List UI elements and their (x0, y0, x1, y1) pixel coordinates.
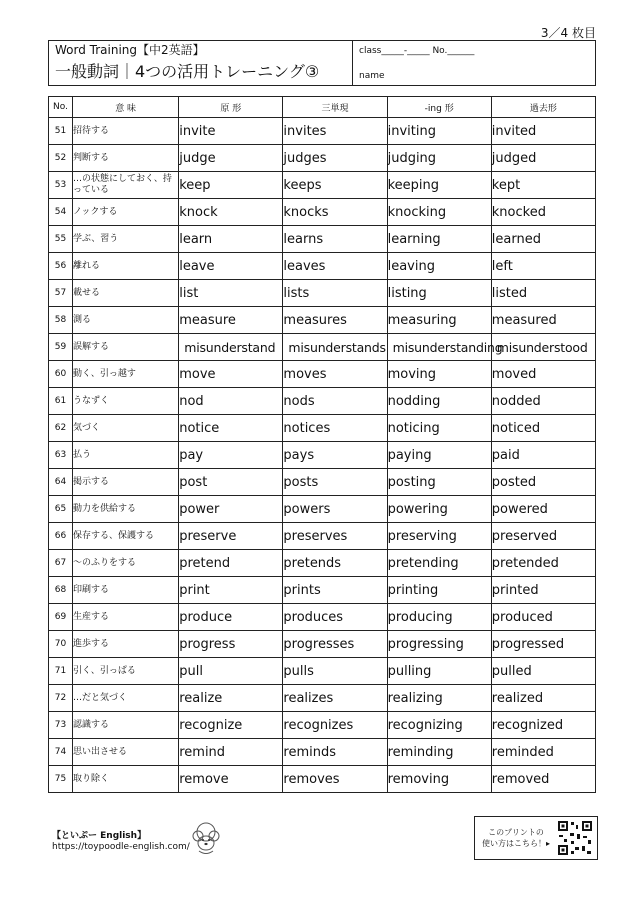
row-meaning: 学ぶ、習う (73, 226, 179, 253)
row-number: 73 (49, 712, 73, 739)
row-base-form: list (179, 280, 283, 307)
row-third-person-form: recognizes (283, 712, 387, 739)
row-past-form: paid (491, 442, 595, 469)
table-row (49, 604, 596, 631)
row-past-form: progressed (491, 631, 595, 658)
row-number: 74 (49, 739, 73, 766)
row-number: 60 (49, 361, 73, 388)
table-row (49, 361, 596, 388)
table-body (49, 118, 596, 793)
row-third-person-form: prints (283, 577, 387, 604)
row-meaning: 動力を供給する (73, 496, 179, 523)
row-third-person-form: keeps (283, 172, 387, 199)
row-base-form: judge (179, 145, 283, 172)
row-third-person-form: removes (283, 766, 387, 793)
table-row (49, 280, 596, 307)
row-number: 52 (49, 145, 73, 172)
row-ing-form: recognizing (387, 712, 491, 739)
row-ing-form: preserving (387, 523, 491, 550)
row-number: 71 (49, 658, 73, 685)
row-base-form: notice (179, 415, 283, 442)
row-number: 72 (49, 685, 73, 712)
table-row (49, 253, 596, 280)
row-past-form: reminded (491, 739, 595, 766)
row-past-form: recognized (491, 712, 595, 739)
row-third-person-form: learns (283, 226, 387, 253)
table-row (49, 334, 596, 361)
row-third-person-form: pulls (283, 658, 387, 685)
row-past-form: misunderstood (491, 334, 595, 361)
title-english: Word Training【中2英語】 (55, 43, 205, 57)
row-number: 64 (49, 469, 73, 496)
row-number: 53 (49, 172, 73, 199)
class-number-field: class_____-_____ No.______ (359, 46, 475, 56)
table-row (49, 307, 596, 334)
row-ing-form: moving (387, 361, 491, 388)
row-ing-form: reminding (387, 739, 491, 766)
table-row (49, 658, 596, 685)
table-row (49, 739, 596, 766)
row-ing-form: pulling (387, 658, 491, 685)
row-meaning: 離れる (73, 253, 179, 280)
poodle-icon (186, 818, 226, 858)
row-number: 65 (49, 496, 73, 523)
row-third-person-form: nods (283, 388, 387, 415)
name-label: name (359, 71, 385, 81)
row-ing-form: producing (387, 604, 491, 631)
row-base-form: measure (179, 307, 283, 334)
table-row (49, 118, 596, 145)
row-meaning: 気づく (73, 415, 179, 442)
verb-table (48, 96, 596, 793)
row-number: 55 (49, 226, 73, 253)
table-row (49, 226, 596, 253)
header-third-person: 三単現 (283, 97, 387, 118)
table-row (49, 766, 596, 793)
table-row (49, 577, 596, 604)
row-ing-form: printing (387, 577, 491, 604)
header-title-area (49, 41, 353, 85)
header-meaning: 意 味 (73, 97, 179, 118)
header-base-form: 原 形 (179, 97, 283, 118)
row-number: 62 (49, 415, 73, 442)
table-row (49, 712, 596, 739)
row-meaning: 誤解する (73, 334, 179, 361)
row-ing-form: powering (387, 496, 491, 523)
row-past-form: realized (491, 685, 595, 712)
row-meaning: 思い出させる (73, 739, 179, 766)
row-past-form: knocked (491, 199, 595, 226)
row-past-form: printed (491, 577, 595, 604)
student-info-area (353, 41, 595, 85)
row-meaning: 掲示する (73, 469, 179, 496)
row-base-form: remind (179, 739, 283, 766)
row-meaning: 判断する (73, 145, 179, 172)
row-ing-form: nodding (387, 388, 491, 415)
row-number: 70 (49, 631, 73, 658)
row-number: 58 (49, 307, 73, 334)
row-third-person-form: pays (283, 442, 387, 469)
table-row (49, 550, 596, 577)
row-base-form: learn (179, 226, 283, 253)
row-base-form: invite (179, 118, 283, 145)
row-past-form: measured (491, 307, 595, 334)
row-ing-form: removing (387, 766, 491, 793)
table-row (49, 631, 596, 658)
row-ing-form: paying (387, 442, 491, 469)
row-third-person-form: leaves (283, 253, 387, 280)
row-base-form: preserve (179, 523, 283, 550)
row-ing-form: posting (387, 469, 491, 496)
row-third-person-form: moves (283, 361, 387, 388)
row-ing-form: measuring (387, 307, 491, 334)
table-row (49, 496, 596, 523)
row-meaning: ノックする (73, 199, 179, 226)
table-row (49, 172, 596, 199)
row-number: 68 (49, 577, 73, 604)
qr-code-icon[interactable] (557, 820, 593, 856)
row-past-form: posted (491, 469, 595, 496)
row-third-person-form: notices (283, 415, 387, 442)
row-base-form: pull (179, 658, 283, 685)
row-number: 54 (49, 199, 73, 226)
brand-label: 【といぷー English】 (52, 831, 147, 841)
row-meaning: 招待する (73, 118, 179, 145)
row-past-form: learned (491, 226, 595, 253)
row-base-form: knock (179, 199, 283, 226)
header-past-form: 過去形 (491, 97, 595, 118)
row-ing-form: noticing (387, 415, 491, 442)
row-third-person-form: reminds (283, 739, 387, 766)
row-ing-form: knocking (387, 199, 491, 226)
row-ing-form: realizing (387, 685, 491, 712)
row-base-form: pretend (179, 550, 283, 577)
row-base-form: recognize (179, 712, 283, 739)
row-past-form: nodded (491, 388, 595, 415)
row-base-form: remove (179, 766, 283, 793)
qr-guide-line-2: 使い方はこちら！▸ (481, 839, 550, 848)
row-past-form: removed (491, 766, 595, 793)
row-base-form: power (179, 496, 283, 523)
row-meaning: 引く、引っぱる (73, 658, 179, 685)
row-base-form: progress (179, 631, 283, 658)
row-number: 61 (49, 388, 73, 415)
table-header-row (49, 97, 596, 118)
table-row (49, 145, 596, 172)
row-ing-form: leaving (387, 253, 491, 280)
table-row (49, 469, 596, 496)
row-past-form: moved (491, 361, 595, 388)
row-third-person-form: preserves (283, 523, 387, 550)
row-past-form: listed (491, 280, 595, 307)
row-meaning: 取り除く (73, 766, 179, 793)
row-ing-form: listing (387, 280, 491, 307)
row-meaning: 払う (73, 442, 179, 469)
row-meaning: ～のふりをする (73, 550, 179, 577)
row-meaning: 載せる (73, 280, 179, 307)
row-base-form: print (179, 577, 283, 604)
row-meaning: 生産する (73, 604, 179, 631)
row-base-form: move (179, 361, 283, 388)
table-row (49, 199, 596, 226)
row-base-form: post (179, 469, 283, 496)
row-ing-form: progressing (387, 631, 491, 658)
row-meaning: …の状態にしておく、持っている (73, 172, 179, 199)
row-third-person-form: pretends (283, 550, 387, 577)
row-past-form: pulled (491, 658, 595, 685)
row-third-person-form: progresses (283, 631, 387, 658)
row-ing-form: keeping (387, 172, 491, 199)
row-third-person-form: knocks (283, 199, 387, 226)
qr-guide-box[interactable] (474, 816, 598, 860)
row-base-form: leave (179, 253, 283, 280)
row-number: 69 (49, 604, 73, 631)
row-past-form: invited (491, 118, 595, 145)
header-box (48, 40, 596, 86)
row-base-form: produce (179, 604, 283, 631)
row-number: 63 (49, 442, 73, 469)
row-base-form: nod (179, 388, 283, 415)
row-number: 66 (49, 523, 73, 550)
row-third-person-form: lists (283, 280, 387, 307)
row-third-person-form: powers (283, 496, 387, 523)
row-past-form: preserved (491, 523, 595, 550)
table-row (49, 388, 596, 415)
row-meaning: 保存する、保護する (73, 523, 179, 550)
row-number: 67 (49, 550, 73, 577)
row-third-person-form: measures (283, 307, 387, 334)
row-third-person-form: realizes (283, 685, 387, 712)
row-past-form: noticed (491, 415, 595, 442)
table-row (49, 415, 596, 442)
row-ing-form: inviting (387, 118, 491, 145)
row-meaning: うなずく (73, 388, 179, 415)
row-past-form: kept (491, 172, 595, 199)
row-past-form: produced (491, 604, 595, 631)
row-third-person-form: invites (283, 118, 387, 145)
row-ing-form: learning (387, 226, 491, 253)
row-number: 57 (49, 280, 73, 307)
row-past-form: pretended (491, 550, 595, 577)
row-number: 56 (49, 253, 73, 280)
row-meaning: 動く、引っ越す (73, 361, 179, 388)
row-ing-form: judging (387, 145, 491, 172)
row-past-form: left (491, 253, 595, 280)
page-number: 3／4 枚目 (540, 26, 596, 40)
row-meaning: 測る (73, 307, 179, 334)
table-row (49, 685, 596, 712)
row-meaning: 印刷する (73, 577, 179, 604)
row-base-form: realize (179, 685, 283, 712)
table-row (49, 523, 596, 550)
row-base-form: misunderstand (179, 334, 283, 361)
row-base-form: keep (179, 172, 283, 199)
row-ing-form: misunderstanding (387, 334, 491, 361)
row-base-form: pay (179, 442, 283, 469)
row-number: 75 (49, 766, 73, 793)
row-past-form: judged (491, 145, 595, 172)
row-third-person-form: judges (283, 145, 387, 172)
row-number: 51 (49, 118, 73, 145)
qr-guide-line-1: このプリントの (488, 828, 544, 837)
site-url[interactable]: https://toypoodle-english.com/ (52, 842, 190, 852)
row-meaning: …だと気づく (73, 685, 179, 712)
row-third-person-form: misunderstands (283, 334, 387, 361)
row-number: 59 (49, 334, 73, 361)
row-third-person-form: produces (283, 604, 387, 631)
header-no: No. (49, 97, 73, 118)
title-japanese: 一般動詞｜4つの活用トレーニング③ (55, 62, 320, 81)
table-row (49, 442, 596, 469)
row-ing-form: pretending (387, 550, 491, 577)
row-third-person-form: posts (283, 469, 387, 496)
row-past-form: powered (491, 496, 595, 523)
header-ing-form: -ing 形 (387, 97, 491, 118)
row-meaning: 認識する (73, 712, 179, 739)
qr-guide-text (475, 827, 557, 849)
row-meaning: 進歩する (73, 631, 179, 658)
